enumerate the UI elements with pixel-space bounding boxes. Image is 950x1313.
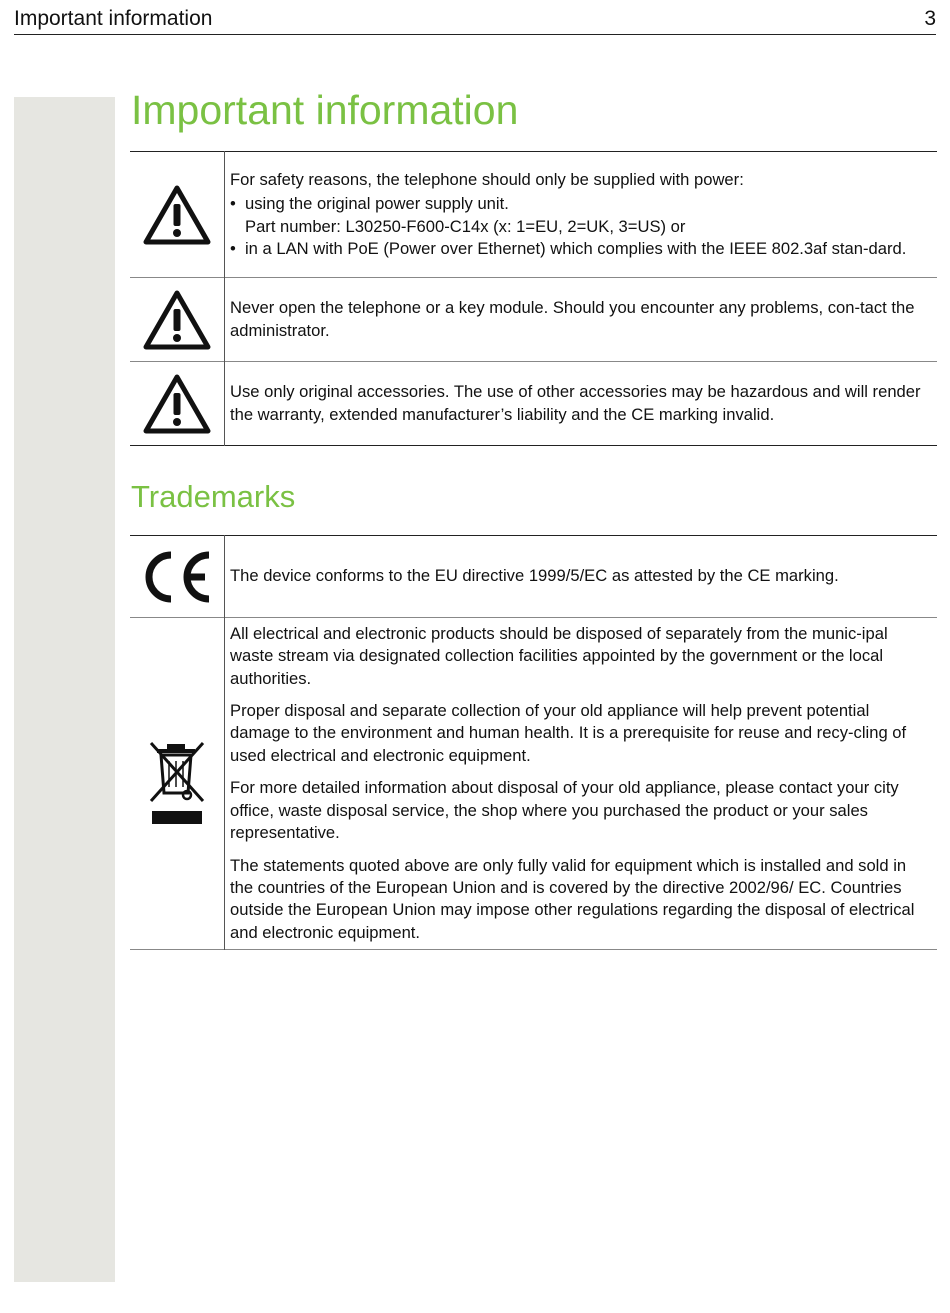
warning-cell <box>130 152 225 278</box>
list-item <box>230 238 933 260</box>
warning-icon <box>142 289 212 351</box>
trademark-row <box>130 536 937 618</box>
running-header-title: Important information <box>14 7 213 30</box>
ce-cell <box>130 536 225 618</box>
trademark-text: The device conforms to the EU directive 1999/5/EC as attested by the CE marking. <box>230 566 839 586</box>
trademark-row <box>130 618 937 950</box>
trademarks-table <box>130 535 937 950</box>
weee-cell <box>130 618 225 950</box>
warning-cell <box>130 362 225 446</box>
safety-note-text <box>225 152 938 278</box>
page-title: Important information <box>131 87 519 133</box>
safety-notes-table <box>130 151 937 446</box>
list-item <box>230 193 933 238</box>
disposal-paragraph: All electrical and electronic products should be disposed of separately from the munic-ipal waste stream via designated collection facilities appointed by the government or the local authorities. <box>230 623 888 688</box>
safety-note-row <box>130 152 937 278</box>
safety-note-row <box>130 362 937 446</box>
safety-note-text: Never open the telephone or a key module. Should you encounter any problems, con-tact the administrator. <box>230 298 915 340</box>
margin-sidebar <box>14 97 115 1282</box>
page-number: 3 <box>924 7 936 30</box>
safety-note-text: Use only original accessories. The use of other accessories may be hazardous and will render the warranty, extended manufacturer’s liability and the CE marking invalid. <box>230 382 921 424</box>
trademarks-heading: Trademarks <box>131 479 296 514</box>
list-item-line: • in a LAN with PoE (Power over Ethernet) which complies with the IEEE 802.3af stan-dard. <box>245 238 907 258</box>
warning-cell <box>130 278 225 362</box>
warning-icon <box>142 184 212 246</box>
running-header <box>14 5 936 35</box>
warning-icon <box>142 373 212 435</box>
weee-crossed-bin-icon <box>147 739 207 829</box>
trademark-text <box>225 618 938 950</box>
ce-mark-icon <box>141 549 213 605</box>
part-number-line: Part number: L30250-F600-C14x (x: 1=EU, 2=UK, 3=US) or <box>245 216 686 236</box>
disposal-paragraph: For more detailed information about disposal of your old appliance, please contact your city office, waste disposal service, the shop where you purchased the product or your sales representative. <box>230 778 899 843</box>
safety-note-row <box>130 278 937 362</box>
power-supply-list <box>230 193 933 260</box>
disposal-paragraph: Proper disposal and separate collection of your old appliance will help prevent potential damage to the environment and human health. It is a prerequisite for reuse and recy-cling of used electrical and electronic equipment. <box>230 701 907 765</box>
list-item-line: • using the original power supply unit. <box>245 194 509 214</box>
disposal-paragraph: The statements quoted above are only fully valid for equipment which is installed and sold in the countries of the European Union and is covered by the directive 2002/96/ EC. Countries outside the European Union may impose other regulations regarding the disposal of electrical and electronic equipment. <box>230 855 915 942</box>
power-supply-intro: For safety reasons, the telephone should only be supplied with power: <box>230 169 744 189</box>
